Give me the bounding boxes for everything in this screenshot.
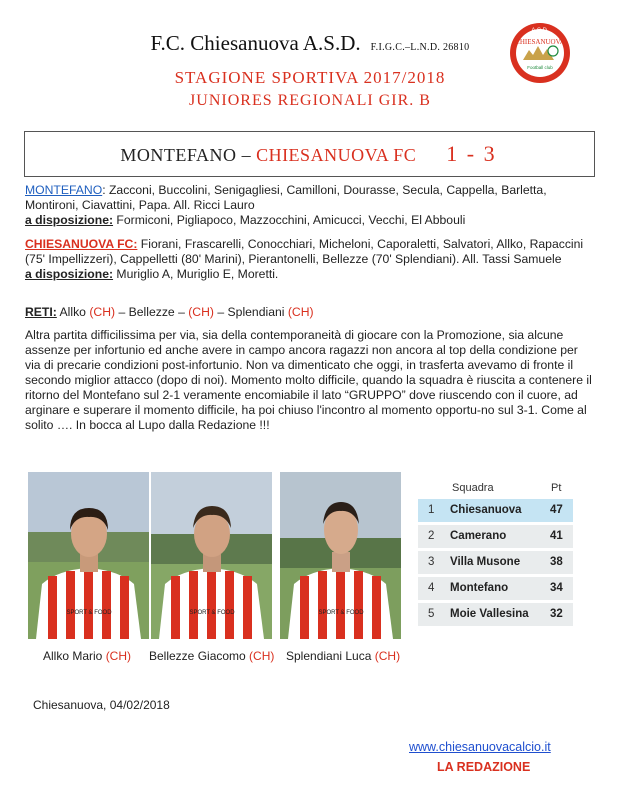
- standings-pos: 4: [428, 582, 435, 594]
- home-lineup-players: : Zacconi, Buccolini, Senigagliesi, Camilloni, Dourasse, Secula, Cappella, Barletta, Montironi, Ciavattini, Papa. All. Ricci Lauro: [25, 183, 547, 212]
- caption-splendiani: [286, 649, 400, 663]
- player-2-image: [151, 472, 272, 639]
- match-line: [24, 141, 593, 167]
- caption-allko: [43, 649, 131, 663]
- away-bench-players: Muriglio A, Muriglio E, Moretti.: [113, 267, 279, 281]
- standings-points: 47: [550, 504, 563, 516]
- standings-table: [418, 477, 573, 629]
- scorer-1: Allko: [56, 305, 90, 319]
- standings-team: Camerano: [450, 530, 507, 542]
- away-team: CHIESANUOVA FC: [256, 145, 417, 165]
- player-1-shirt-text: SPORT & FOOD: [66, 610, 112, 616]
- home-lineup-team: MONTEFANO: [25, 183, 103, 197]
- scorer-1-team: (CH): [89, 305, 116, 319]
- standings-header-points: Pt: [551, 482, 562, 494]
- standings-team: Villa Musone: [450, 556, 521, 568]
- date-line: Chiesanuova, 04/02/2018: [33, 698, 170, 712]
- match-score: 1 - 3: [446, 141, 497, 166]
- standings-pos: 5: [428, 608, 435, 620]
- season-title: STAGIONE SPORTIVA 2017/2018: [174, 68, 446, 87]
- standings-row: [418, 499, 573, 522]
- player-3-shirt-text: SPORT & FOOD: [318, 610, 364, 616]
- scorer-3-team: (CH): [287, 305, 314, 319]
- standings-header: [418, 477, 573, 499]
- goals-line: [25, 305, 593, 320]
- match-report: Altra partita difficilissima per via, sia della contemporaneità di giocare con la Promozione, sia alcune assenze per infortunio ed anche avere in campo ancora ragazzi non ancora al top della condizione per via di precarie condizioni post-infortunio. Non va dimenticato che oggi, in trasferta avevamo di fronte il secondo miglior attacco (dopo di noi). Momento molto difficile, quando la squadra è riuscita a contenere il ritorno del Montefano sul 2-1 veramente encomiabile il lato “GRUPPO” dove riuscendo con il cuore, ad arginare e superare il momento difficile, ha poi chiuso l'incontro al momento opportu-no sul 3-1. Come al solito …. In bocca al Lupo dalla Redazione !!!: [25, 328, 592, 432]
- away-bench-label: a disposizione:: [25, 267, 114, 281]
- club-logo: [509, 22, 571, 84]
- standings-team: Moie Vallesina: [450, 608, 529, 620]
- caption-bellezze: [149, 649, 274, 663]
- player-3-image: [280, 472, 401, 639]
- player-photo-allko: [28, 472, 149, 639]
- scorer-3: – Splendiani: [213, 305, 288, 319]
- standings-row: [418, 577, 573, 600]
- home-bench-players: Formiconi, Pigliapoco, Mazzocchini, Amicucci, Vecchi, El Abbouli: [113, 213, 466, 227]
- player-2-shirt-text: SPORT & FOOD: [189, 610, 235, 616]
- caption-splendiani-team: (CH): [374, 649, 401, 663]
- logo-ball-icon: [548, 46, 558, 56]
- standings-points: 38: [550, 556, 563, 568]
- standings-pos: 3: [428, 556, 435, 568]
- standings-pos: 2: [428, 530, 435, 542]
- standings-points: 34: [550, 582, 563, 594]
- league-title: JUNIORES REGIONALI GIR. B: [189, 92, 431, 109]
- caption-allko-team: (CH): [105, 649, 132, 663]
- goals-label: RETI:: [25, 305, 57, 319]
- signature: LA REDAZIONE: [437, 760, 531, 774]
- away-lineup: [25, 237, 593, 282]
- standings-team: Chiesanuova: [450, 504, 522, 516]
- standings-points: 41: [550, 530, 563, 542]
- logo-name-text: CHIESANUOVA: [515, 38, 565, 46]
- away-lineup-team: CHIESANUOVA FC:: [25, 237, 138, 251]
- standings-row: [418, 525, 573, 548]
- match-dash: –: [236, 145, 257, 165]
- caption-splendiani-name: Splendiani Luca: [286, 649, 375, 663]
- standings-row: [418, 603, 573, 626]
- scorer-2: – Bellezze –: [115, 305, 189, 319]
- logo-sub-text: Football club: [527, 65, 553, 70]
- player-photo-bellezze: [151, 472, 272, 639]
- standings-header-team: Squadra: [452, 482, 494, 494]
- away-lineup-players: Fiorani, Frascarelli, Conocchiari, Micheloni, Caporaletti, Salvatori, Allko, Rapaccini (75' Impellizzeri), Cappelletti (80' Marini), Pierantonelli, Bellezze (70' Splendiani). All. Tassi Samuele: [25, 237, 584, 266]
- standings-row: [418, 551, 573, 574]
- home-bench-label: a disposizione:: [25, 213, 114, 227]
- standings-team: Montefano: [450, 582, 509, 594]
- scorer-2-team: (CH): [188, 305, 214, 319]
- federation-code: F.I.G.C.–L.N.D. 26810: [370, 42, 470, 53]
- caption-allko-name: Allko Mario: [43, 649, 106, 663]
- standings-pos: 1: [428, 504, 435, 516]
- player-photo-splendiani: [280, 472, 401, 639]
- logo-top-text: A.S.D.: [531, 28, 549, 34]
- caption-bellezze-name: Bellezze Giacomo: [149, 649, 250, 663]
- website-link[interactable]: www.chiesanuovacalcio.it: [409, 740, 551, 754]
- home-lineup: [25, 183, 593, 228]
- player-1-image: [28, 472, 149, 639]
- standings-points: 32: [550, 608, 563, 620]
- caption-bellezze-team: (CH): [249, 649, 275, 663]
- club-name: F.C. Chiesanuova A.S.D.: [150, 31, 361, 55]
- home-team: MONTEFANO: [120, 145, 237, 165]
